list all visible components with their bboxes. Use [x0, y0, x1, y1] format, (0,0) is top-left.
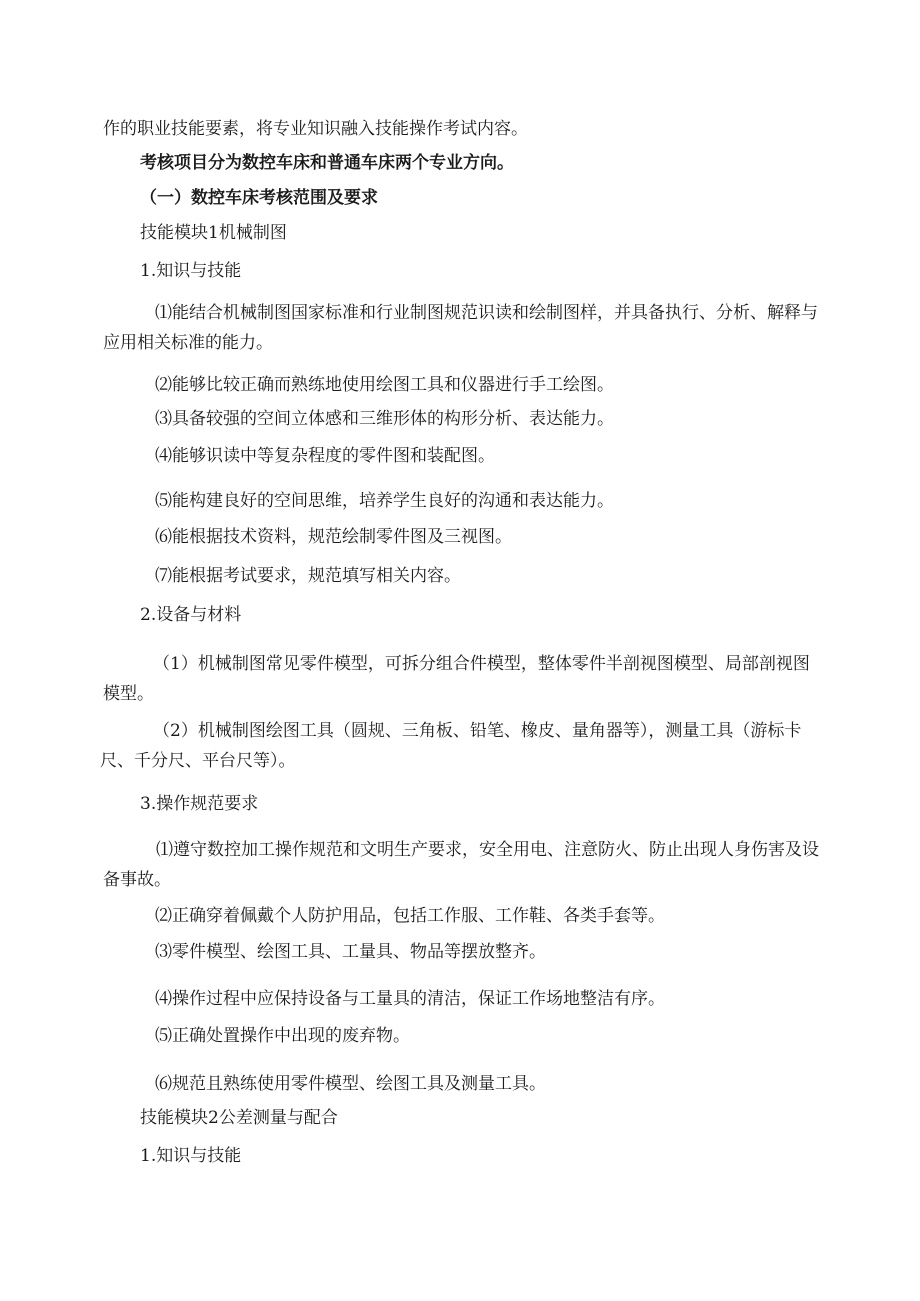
list-item: （1）机械制图常见零件模型，可拆分组合件模型，整体零件半剖视图模型、局部剖视图模型。 [103, 654, 810, 704]
list-item: ⑺能根据考试要求，规范填写相关内容。 [155, 566, 461, 586]
list-item: （2）机械制图绘图工具（圆规、三角板、铅笔、橡皮、量角器等），测量工具（游标卡尺、千分尺、平台尺等）。 [100, 721, 802, 771]
list-item: ⑵能够比较正确而熟练地使用绘图工具和仪器进行手工绘图。 [155, 375, 614, 395]
list-item: ⑹能根据技术资料，规范绘制零件图及三视图。 [155, 527, 512, 547]
subheading-knowledge-skills-2: 1.知识与技能 [140, 1146, 242, 1166]
module-heading-mechanical-drawing: 技能模块1机械制图 [140, 223, 287, 243]
module-heading-tolerance: 技能模块2公差测量与配合 [140, 1108, 338, 1128]
assessment-directions: 考核项目分为数控车床和普通车床两个专业方向。 [140, 153, 514, 173]
list-item: ⑶具备较强的空间立体感和三维形体的构形分析、表达能力。 [155, 409, 614, 429]
list-item: ⑵正确穿着佩戴个人防护用品，包括工作服、工作鞋、各类手套等。 [155, 906, 665, 926]
paragraph-continuation: 作的职业技能要素，将专业知识融入技能操作考试内容。 [103, 119, 528, 139]
subheading-equipment-materials: 2.设备与材料 [140, 605, 242, 625]
subheading-operation-standards: 3.操作规范要求 [140, 794, 259, 814]
subheading-knowledge-skills: 1.知识与技能 [140, 261, 242, 281]
list-item: ⑷能够识读中等复杂程度的零件图和装配图。 [155, 446, 495, 466]
list-item: ⑴能结合机械制图国家标准和行业制图规范识读和绘制图样，并具备执行、分析、解释与应用相关标准的能力。 [103, 303, 818, 353]
list-item: ⑷操作过程中应保持设备与工量具的清洁，保证工作场地整洁有序。 [155, 989, 665, 1009]
list-item: ⑹规范且熟练使用零件模型、绘图工具及测量工具。 [155, 1074, 546, 1094]
list-item: ⑸能构建良好的空间思维，培养学生良好的沟通和表达能力。 [155, 491, 614, 511]
list-item: ⑶零件模型、绘图工具、工量具、物品等摆放整齐。 [155, 942, 546, 962]
section-heading-cnc-lathe: （一）数控车床考核范围及要求 [140, 188, 378, 208]
list-item: ⑸正确处置操作中出现的废弃物。 [155, 1026, 410, 1046]
list-item: ⑴遵守数控加工操作规范和文明生产要求，安全用电、注意防火、防止出现人身伤害及设备事故。 [103, 840, 819, 890]
